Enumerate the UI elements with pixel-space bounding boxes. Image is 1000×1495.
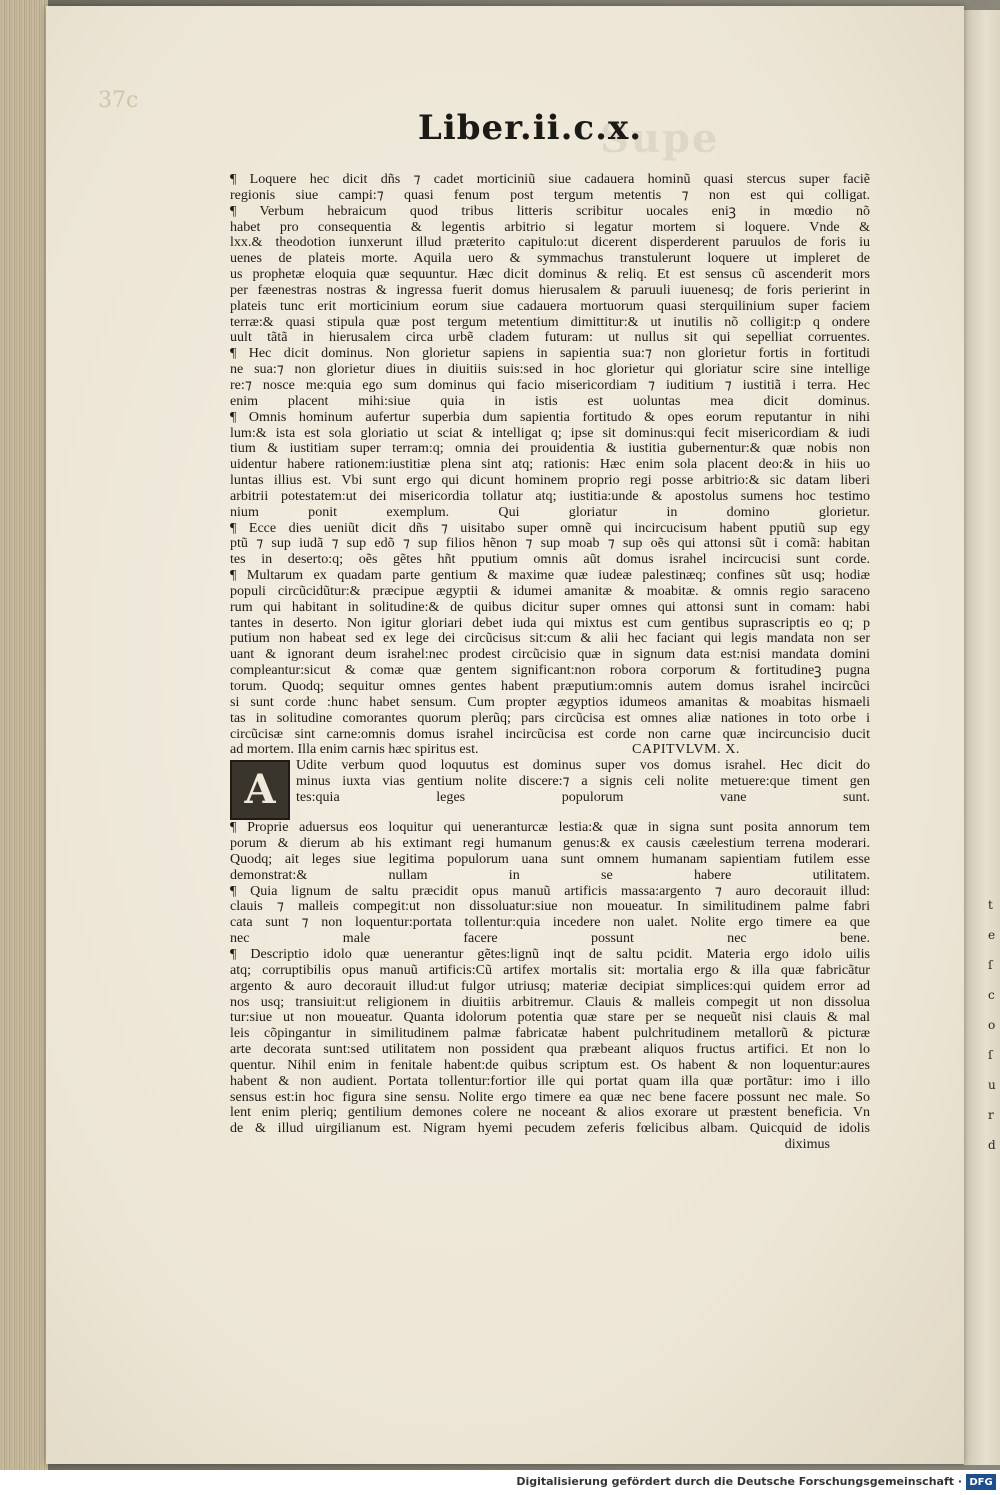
- text-line: us prophetæ eloquia quæ sequuntur. Hæc dicit dominus & reliq. Et est sensus cũ ascenderit mors: [230, 267, 870, 283]
- running-header: Liber.ii.c.x.: [417, 108, 643, 148]
- chapter-heading: CAPITVLVM. X.: [632, 741, 740, 758]
- text-line: minus iuxta vias gentium nolite discere:⁊ a signis celi nolite metuere:que timent gen: [296, 774, 870, 790]
- book-page-edges: [0, 0, 48, 1470]
- text-line: nec male facere possunt nec bene.: [230, 931, 870, 947]
- text-line: luntas illius est. Vbi sunt ergo qui dicunt hominem proprio regi posse arbitrio:& sic datam liberi: [230, 473, 870, 489]
- text-line: ¶ Verbum hebraicum quod tribus litteris scribitur uocales eniꝫ in mœdio nõ: [230, 203, 870, 219]
- text-line: leis cõpingantur in similitudinem palmæ fabricatæ habent pulchritudinem metallorũ & picturæ: [230, 1026, 870, 1042]
- text-line: uenes de plateis morte. Aquila uero & symmachus transtulerunt loquere ut impleret de: [230, 251, 870, 267]
- text-line: tes in deserto:q; oẽs gẽtes hñt pputium omnis aũt domus israhel incircucisi sunt corde.: [230, 552, 870, 568]
- facing-page-letter: u: [988, 1078, 996, 1092]
- text-line: terræ:& quasi stipula quæ post tergum metentium dimittitur:& ut inutilis nõ colligit:p q ondere: [230, 314, 870, 330]
- facing-page-letter: r: [988, 1108, 994, 1122]
- text-line: uant & ignorant deum israhel:nec prodest circũcisio quæ in signum data est:nisi mandata domini: [230, 647, 870, 663]
- text-line: de & illud uirgilianum est. Nigram hyemi pecudem zeferis fœlicibus albam. Quicquid de idolis: [230, 1121, 870, 1137]
- text-line: ¶ Omnis hominum aufertur superbia dum sapientia fortitudo & opes eorum reputantur in nihi: [230, 409, 870, 425]
- footer-credit: Digitalisierung gefördert durch die Deutsche Forschungsgemeinschaft ·: [516, 1475, 962, 1488]
- text-line: per fæenestras nostras & ingressa fuerit domus hierusalem & paruuli iuuenesq; de foris perierint in: [230, 282, 870, 298]
- chapter-line: [230, 742, 870, 758]
- facing-page-letter: e: [988, 928, 996, 942]
- facing-page-letter: c: [988, 988, 995, 1002]
- text-line: rum qui habitant in solitudine:& de quibus dicitur super omnes qui attonsi sunt in comam: habi: [230, 599, 870, 615]
- text-line: compleantur:sicut & comæ quæ gentem significant:non robora corporum & fortitudineꝫ pugna: [230, 663, 870, 679]
- footer-bar: [0, 1470, 1000, 1495]
- text-line: tes:quia leges populorum vane sunt.: [296, 789, 870, 805]
- text-line: demonstrat:& nullam in se habere utilitatem.: [230, 867, 870, 883]
- text-line: habent & non audient. Portata tollentur:fortior ille qui portat quam illa quæ portãtur: imo i illo: [230, 1073, 870, 1089]
- text-lines-part-b: [230, 820, 870, 1137]
- text-line: arbitrii potestatem:ut dei misericordia tollatur atq; iustitia:unde & apostolus sumens hoc testimo: [230, 488, 870, 504]
- text-line: uidentur habere rationem:iustitiæ plena sint atq; rationis: Hæc enim sola placent deo:& in hiis uo: [230, 457, 870, 473]
- text-line: Udite verbum quod loquutus est dominus super vos domus israhel. Hec dicit do: [296, 758, 870, 774]
- main-text-block: [230, 172, 870, 1153]
- text-line: circũcisæ sint carne:omnis domus israhel incircũcisa est corde non carne quæ incircuncisio ducit: [230, 726, 870, 742]
- catchword: diximus: [784, 1137, 830, 1153]
- text-lines-part-a: [230, 172, 870, 742]
- text-line: ¶ Descriptio idolo quæ uenerantur gẽtes:lignũ inqt de saltu pcidit. Materia ergo idolo uilis: [230, 946, 870, 962]
- text-line: ¶ Multarum ex quadam parte gentium & maxime quæ iudeæ palestinæq; confines sũt usq; hodiæ: [230, 568, 870, 584]
- text-line: tantes in deserto. Non igitur gloriari debet iuda qui mixtus est cum gentibus suprascriptis eo q; p: [230, 615, 870, 631]
- facing-page-letter: o: [988, 1018, 996, 1032]
- text-line: re:⁊ nosce me:quia ego sum dominus qui facio misericordiam ⁊ iuditium ⁊ iustitiã i terra. Hec: [230, 377, 870, 393]
- text-line: lent enim pleriq; gentilium demones colere ne noceant & alios exorare ut præstent beneficia. Vn: [230, 1105, 870, 1121]
- text-line: ptũ ⁊ sup iudã ⁊ sup edõ ⁊ sup filios hẽnon ⁊ sup moab ⁊ sup oẽs qui attonsi sũt i comã: habitan: [230, 536, 870, 552]
- text-line: tium & iustitiam super terram:q; omnia dei prouidentia & iustitia gubernentur:& quæ nobis non: [230, 441, 870, 457]
- text-line: cata sunt ⁊ non loquentur:portata tollentur:quia incedere non ualet. Nolite ergo timere ea que: [230, 915, 870, 931]
- text-line: populi circũcidũtur:& præcipue ægyptii & idumei amanitæ & moabitæ. & omnis regio saraceno: [230, 583, 870, 599]
- facing-page-letter: ſ: [988, 958, 993, 972]
- text-line: atq; corruptibilis opus manuũ artificis:Cũ artifex mortalis sit: mortalia ergo & illa quæ fabricãtur: [230, 962, 870, 978]
- text-line: ¶ Proprie aduersus eos loquitur qui ueneranturcæ lestia:& quæ in signa sunt posita annorum tem: [230, 820, 870, 836]
- facing-page-letter: t: [988, 898, 993, 912]
- text-line: putium non habeat sed ex lege dei circũcisus sit:cum & alii hec faciant qui legis mandata non ser: [230, 631, 870, 647]
- text-line: sensus est:in hoc figura sine sensu. Nolite ergo timere ea quæ nec bene facere possunt nec male. So: [230, 1089, 870, 1105]
- text-line: quentur. Nihil enim in fenitale habent:de quibus scriptum est. Os habent & non loquentur:aures: [230, 1057, 870, 1073]
- text-line: uult tãtã in hierusalem circa urbẽ cladem futuram: ut nullus sit qui sepelliat corruentes.: [230, 330, 870, 346]
- text-line: regionis siue campi:⁊ quasi fenum post tergum metentis ⁊ non est qui colligat.: [230, 187, 870, 203]
- chapter-line-text: ad mortem. Illa enim carnis hæc spiritus est.: [230, 741, 479, 758]
- decorated-initial-icon: A: [230, 760, 290, 820]
- text-line: plateis tunc erit morticinium eorum siue cadauera mortuorum quasi sterquilinium super faciem: [230, 298, 870, 314]
- text-line: torum. Quodq; sequitur omnes gentes habent præputium:omnis autem domus israhel incircũci: [230, 679, 870, 694]
- initial-paragraph-lines: [296, 758, 870, 806]
- text-line: enim placent mihi:siue quia in istis est uoluntas mea dicit dominus.: [230, 393, 870, 409]
- text-line: nos usq; transiuit:ut religionem in diuitiis arbitremur. Clauis & malleis compegit ut non dissolua: [230, 994, 870, 1010]
- text-line: si sunt corde :hunc habet sensum. Cum propter ægyptios idumeos amanitas & moabitas hismaeli: [230, 694, 870, 710]
- margin-folio-mark: 37c: [98, 88, 139, 113]
- show-through-header: Supe: [600, 115, 720, 162]
- text-line: ne sua:⁊ non glorietur diues in diuitiis suis:sed in hoc glorietur qui gloriatur scire sine intellige: [230, 362, 870, 378]
- dfg-logo-icon: DFG: [966, 1474, 996, 1490]
- text-line: ¶ Ecce dies ueniũt dicit dñs ⁊ uisitabo super omnẽ qui incircucisum habent pputiũ sup egy: [230, 520, 870, 536]
- text-line: porum & dierum ab his extimant regi humanum genus:& ex causis cæelestium terrena moderari.: [230, 836, 870, 852]
- initial-paragraph: [230, 758, 870, 820]
- text-line: Quodq; ait leges siue legitima populorum uana sunt omnem humanam sapientiam futilem esse: [230, 851, 870, 867]
- text-line: ¶ Hec dicit dominus. Non glorietur sapiens in sapientia sua:⁊ non glorietur fortis in fortitudi: [230, 346, 870, 362]
- text-line: clauis ⁊ malleis compegit:ut non dissoluatur:siue non moueatur. In similitudinem palme fabri: [230, 899, 870, 915]
- text-line: lxx.& theodotion iunxerunt illud præterito capitulo:ut dicerent disperderent paruulos de foris iu: [230, 235, 870, 251]
- text-line: ¶ Quia lignum de saltu præcidit opus manuũ artificis massa:argento ⁊ auro decorauit illud:: [230, 883, 870, 899]
- text-line: tas in solitudine comorantes quorum plerũq; pars circũcisa est omnes aliæ nationes in toto orbe i: [230, 710, 870, 726]
- text-line: lum:& ista est sola gloriatio ut sciat & intelligat q; ipse sit dominus:qui fecit misericordiam & iudi: [230, 425, 870, 441]
- facing-page-letter: ſ: [988, 1048, 993, 1062]
- text-line: ¶ Loquere hec dicit dñs ⁊ cadet morticiniũ siue cadauera hominũ quasi stercus super faciẽ: [230, 172, 870, 187]
- text-line: nium ponit exemplum. Qui gloriatur in domino glorietur.: [230, 504, 870, 520]
- facing-page-letters: [988, 890, 1000, 1270]
- text-line: tur:siue ut non moueatur. Quanta idolorum potentia quæ stare per se nequeũt nisi clauis & mal: [230, 1010, 870, 1026]
- facing-page-letter: d: [988, 1138, 996, 1152]
- text-line: argento & auro decorauit illud:ut fulgor utriusq; materiæ decipiat simplices:qui quidem error ad: [230, 978, 870, 994]
- text-line: habet pro consequentia & legentis arbitrio si legatur mortem si loquere. Vnde &: [230, 219, 870, 235]
- text-line: arte decorata sunt:sed utilitatem non possident qua præbeant aliquos fructus artifici. Et non lo: [230, 1042, 870, 1058]
